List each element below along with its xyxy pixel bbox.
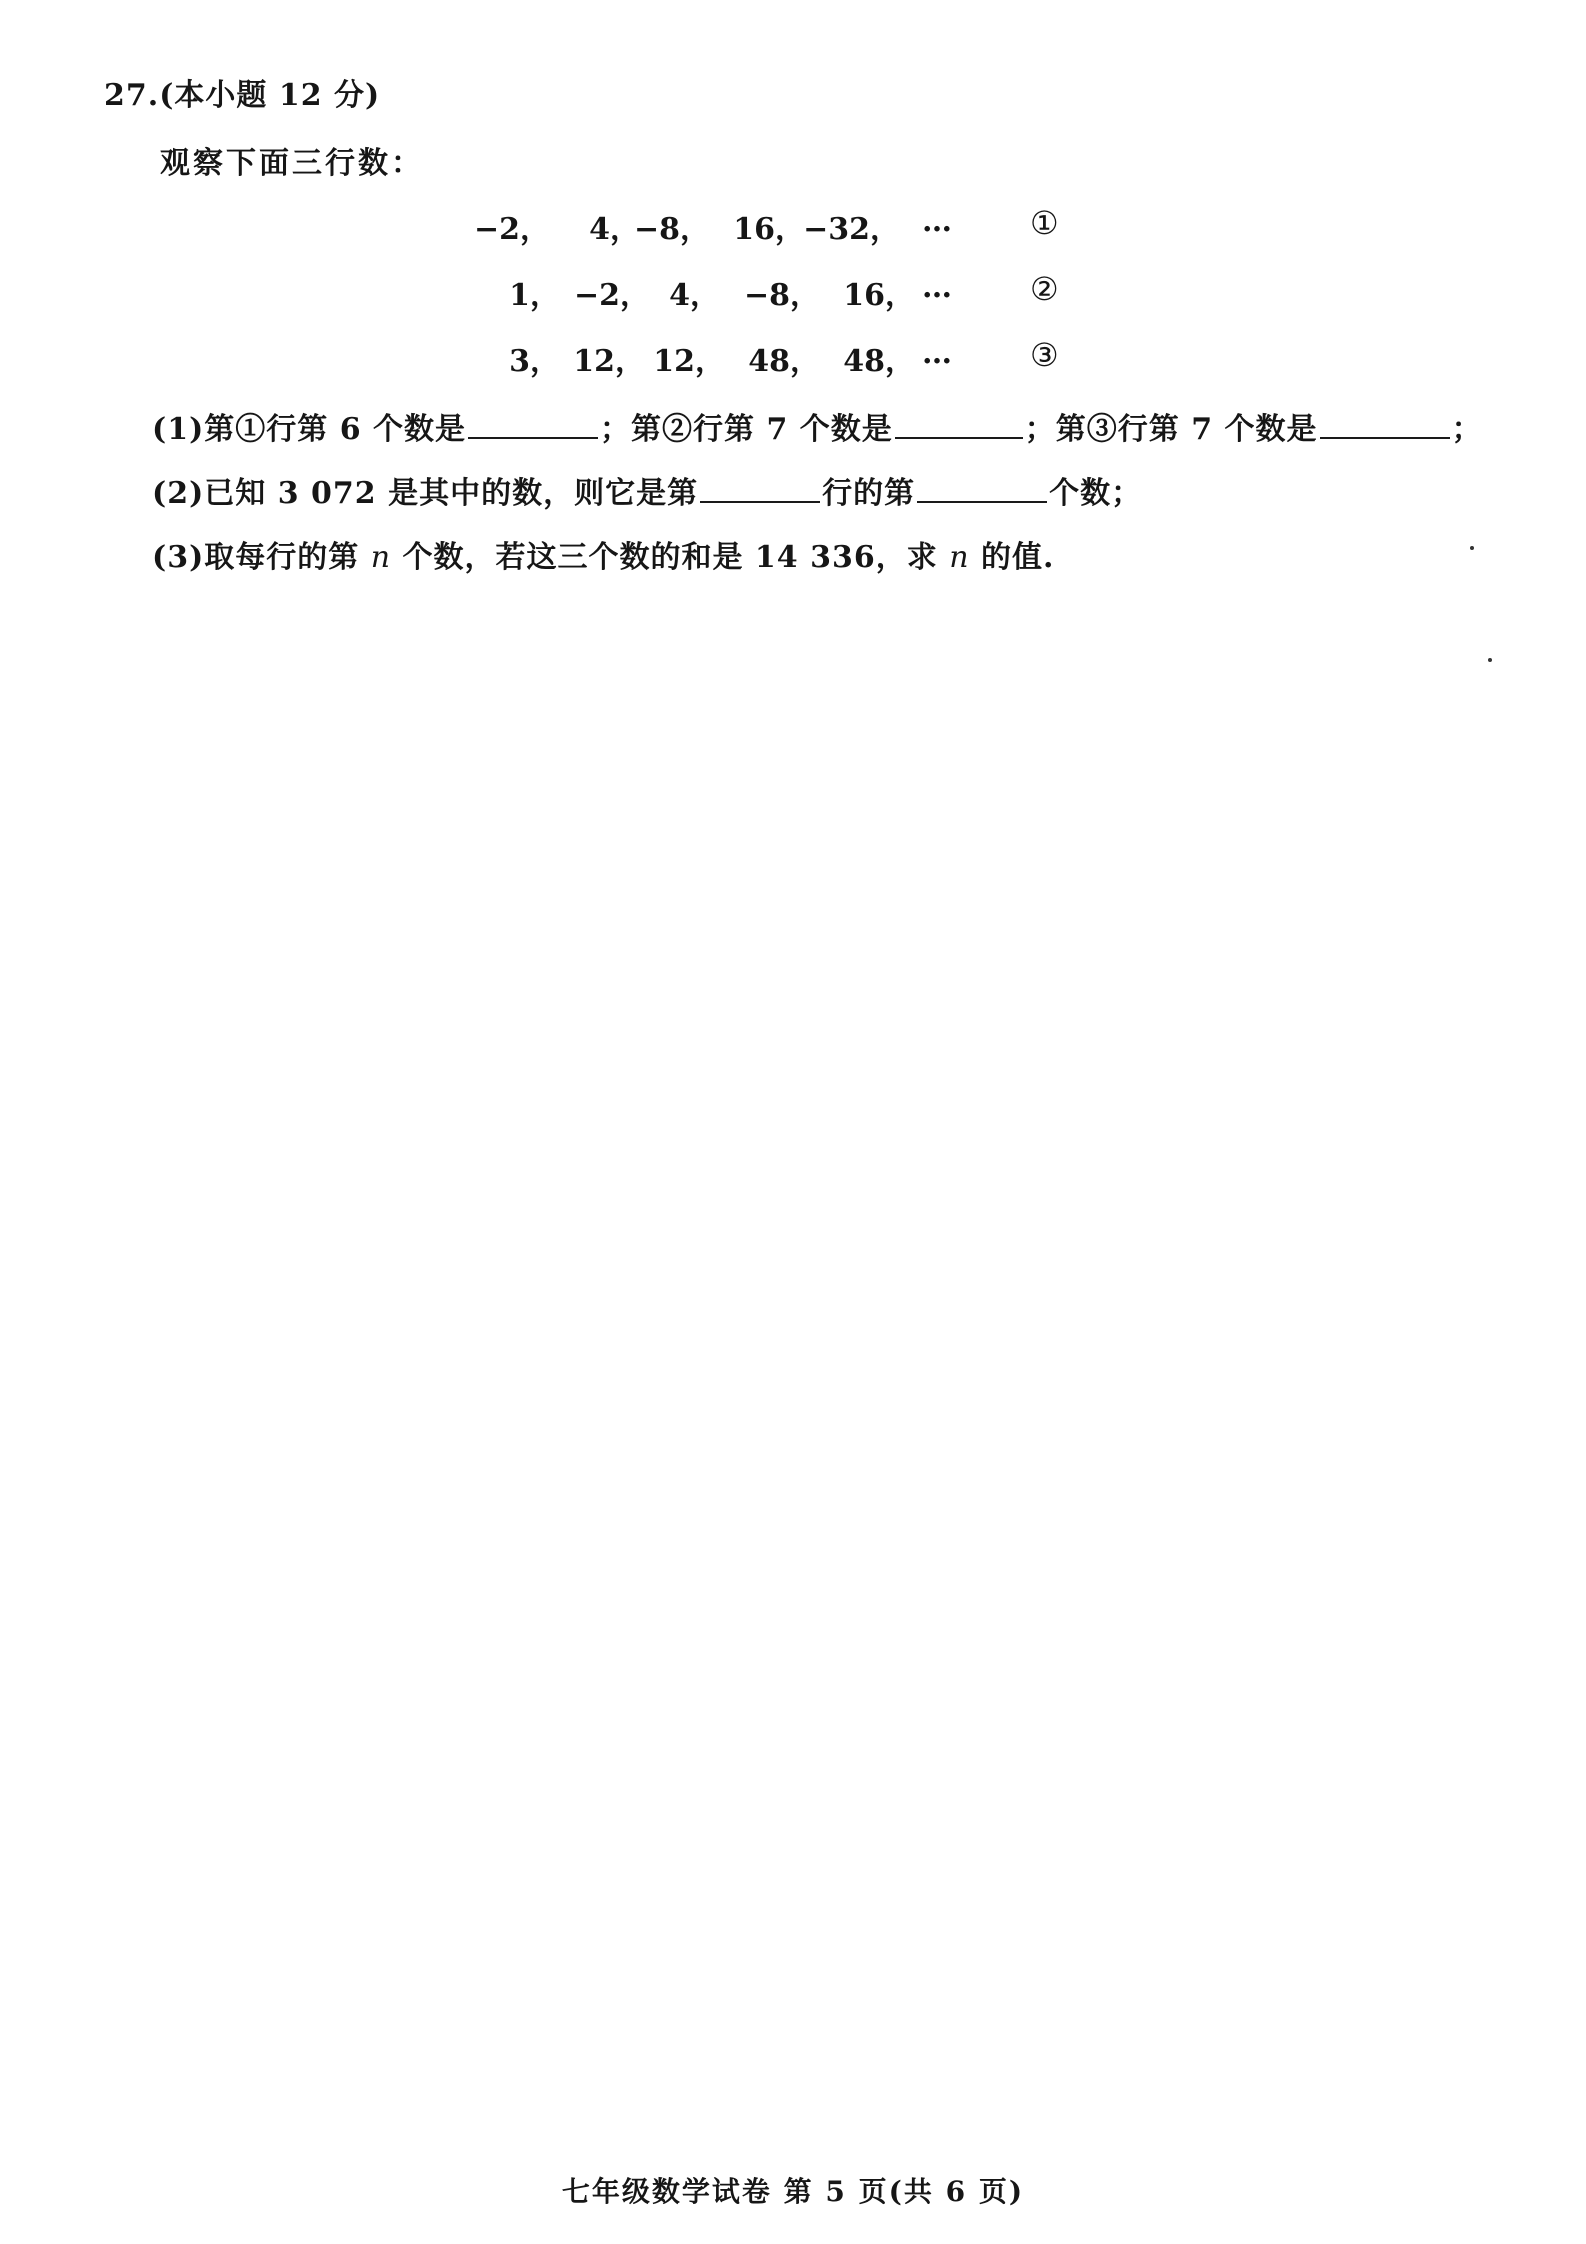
row-value: −2， <box>473 212 550 247</box>
answer-blank-2[interactable] <box>895 409 1023 439</box>
part-3-text-b: 个数，若这三个数的和是 14 336，求 <box>391 540 950 575</box>
part-3-text-a: (3)取每行的第 <box>152 540 371 575</box>
row-value: −32， <box>803 212 900 247</box>
answer-blank-1[interactable] <box>468 409 598 439</box>
answer-blank-3[interactable] <box>1320 409 1450 439</box>
part-2-text-b: 行的第 <box>822 476 916 511</box>
part-1 <box>152 404 1483 448</box>
variable-n: n <box>370 540 392 575</box>
question-number: 27.(本小题 12 分) <box>104 78 381 113</box>
row-value: 12， <box>573 344 645 379</box>
row-value: 48， <box>748 344 820 379</box>
row-ellipsis: … <box>922 336 952 371</box>
part-1-text-b: ；第②行第 7 个数是 <box>600 412 893 447</box>
row-value: 1， <box>509 278 560 313</box>
row-value: 16， <box>843 278 915 313</box>
scan-speck <box>1488 658 1492 662</box>
row-value: 12， <box>653 344 725 379</box>
row-value: 3， <box>509 344 560 379</box>
part-1-text-a: (1)第①行第 6 个数是 <box>152 412 467 447</box>
part-3 <box>152 532 1054 576</box>
part-2-text-a: (2)已知 3 072 是其中的数，则它是第 <box>152 476 699 511</box>
part-1-text-c: ；第③行第 7 个数是 <box>1024 412 1318 447</box>
row-value: −8， <box>633 212 710 247</box>
answer-blank-5[interactable] <box>917 473 1047 503</box>
row-marker: ③ <box>1030 336 1059 374</box>
part-2-text-c: 个数； <box>1049 476 1143 511</box>
scan-speck <box>1470 546 1474 550</box>
row-marker: ② <box>1030 270 1059 308</box>
row-ellipsis: … <box>922 270 952 305</box>
row-value: 48， <box>843 344 915 379</box>
number-row-2 <box>0 270 1586 313</box>
number-row-1 <box>0 204 1586 247</box>
answer-blank-4[interactable] <box>700 473 820 503</box>
variable-n: n <box>949 540 970 575</box>
row-marker: ① <box>1030 204 1059 242</box>
part-2 <box>152 468 1142 512</box>
question-intro: 观察下面三行数： <box>160 146 424 181</box>
number-row-3 <box>0 336 1586 379</box>
row-ellipsis: … <box>922 204 952 239</box>
part-3-text-c: 的值. <box>969 540 1055 575</box>
row-value: −8， <box>743 278 820 313</box>
row-value: 4， <box>589 212 640 247</box>
row-value: 16， <box>733 212 805 247</box>
part-1-text-d: ； <box>1451 412 1483 447</box>
row-value: 4， <box>669 278 720 313</box>
page-footer: 七年级数学试卷 第 5 页(共 6 页) <box>561 2175 1025 2208</box>
row-value: −2， <box>573 278 650 313</box>
